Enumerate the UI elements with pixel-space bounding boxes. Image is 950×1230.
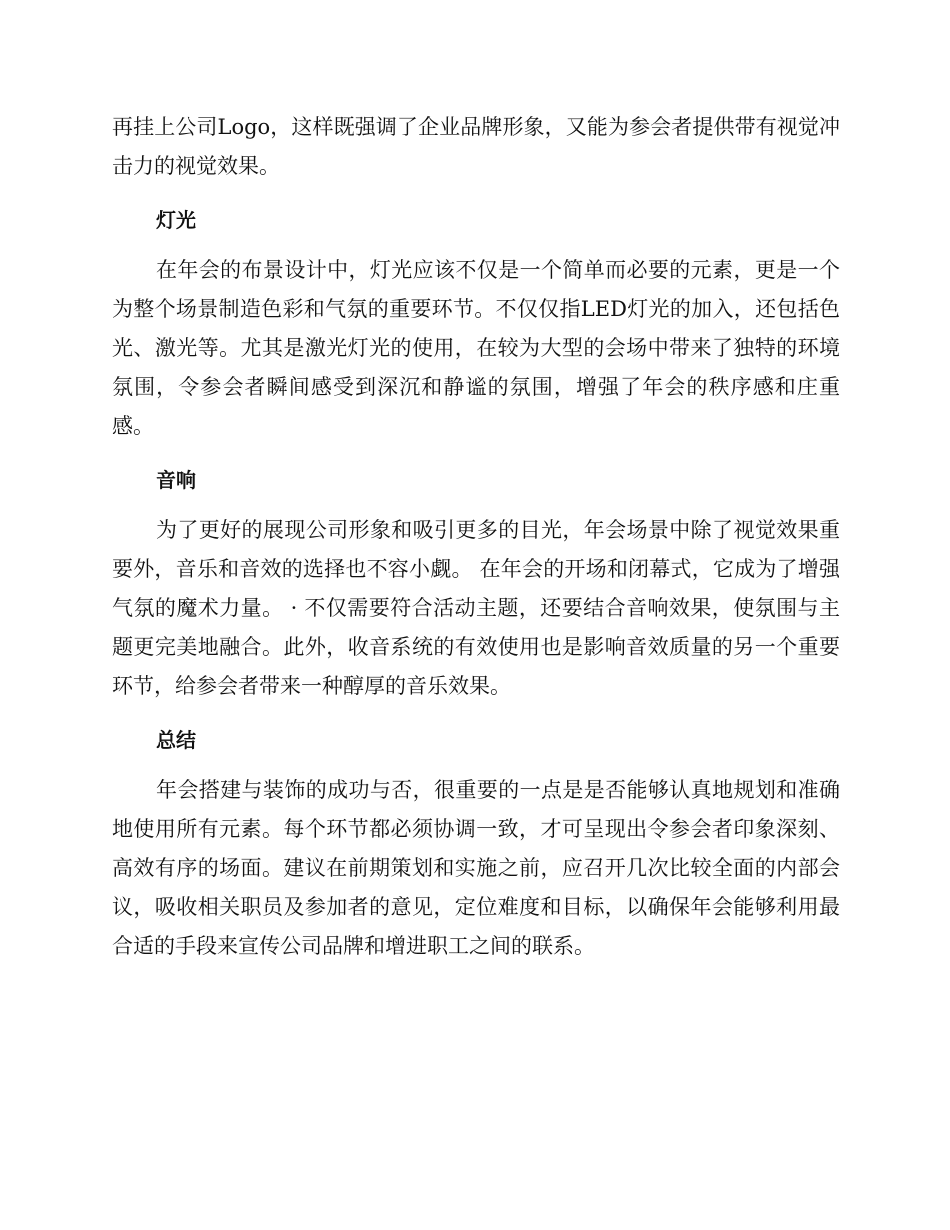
document-body (112, 108, 840, 966)
section-heading-lighting: 灯光 (156, 208, 196, 232)
section-paragraph-audio: 为了更好的展现公司形象和吸引更多的目光，年会场景中除了视觉效果重要外，音乐和音效的选择也不容小觑。 在年会的开场和闭幕式，它成为了增强气氛的魔术力量。 · 不仅需要符合活动主题，还要结合音响效果，使氛围与主题更完美地融合。此外，收音系统的有效使用也是影响音效质量的另一个重要环节，给参会者带来一种醇厚的音乐效果。 (112, 518, 840, 698)
intro-paragraph: 再挂上公司Logo，这样既强调了企业品牌形象，又能为参会者提供带有视觉冲击力的视觉效果。 (112, 115, 840, 178)
section-heading-audio: 音响 (156, 468, 196, 492)
section-paragraph-lighting: 在年会的布景设计中，灯光应该不仅是一个简单而必要的元素，更是一个为整个场景制造色彩和气氛的重要环节。不仅仅指LED灯光的加入，还包括色光、激光等。尤其是激光灯光的使用，在较为大型的会场中带来了独特的环境氛围，令参会者瞬间感受到深沉和静谧的氛围，增强了年会的秩序感和庄重感。 (112, 258, 840, 438)
section-paragraph-summary: 年会搭建与装饰的成功与否，很重要的一点是是否能够认真地规划和准确地使用所有元素。每个环节都必须协调一致，才可呈现出令参会者印象深刻、高效有序的场面。建议在前期策划和实施之前，应召开几次比较全面的内部会议，吸收相关职员及参加者的意见，定位难度和目标，以确保年会能够利用最合适的手段来宣传公司品牌和增进职工之间的联系。 (112, 778, 840, 958)
section-heading-summary: 总结 (156, 728, 196, 752)
